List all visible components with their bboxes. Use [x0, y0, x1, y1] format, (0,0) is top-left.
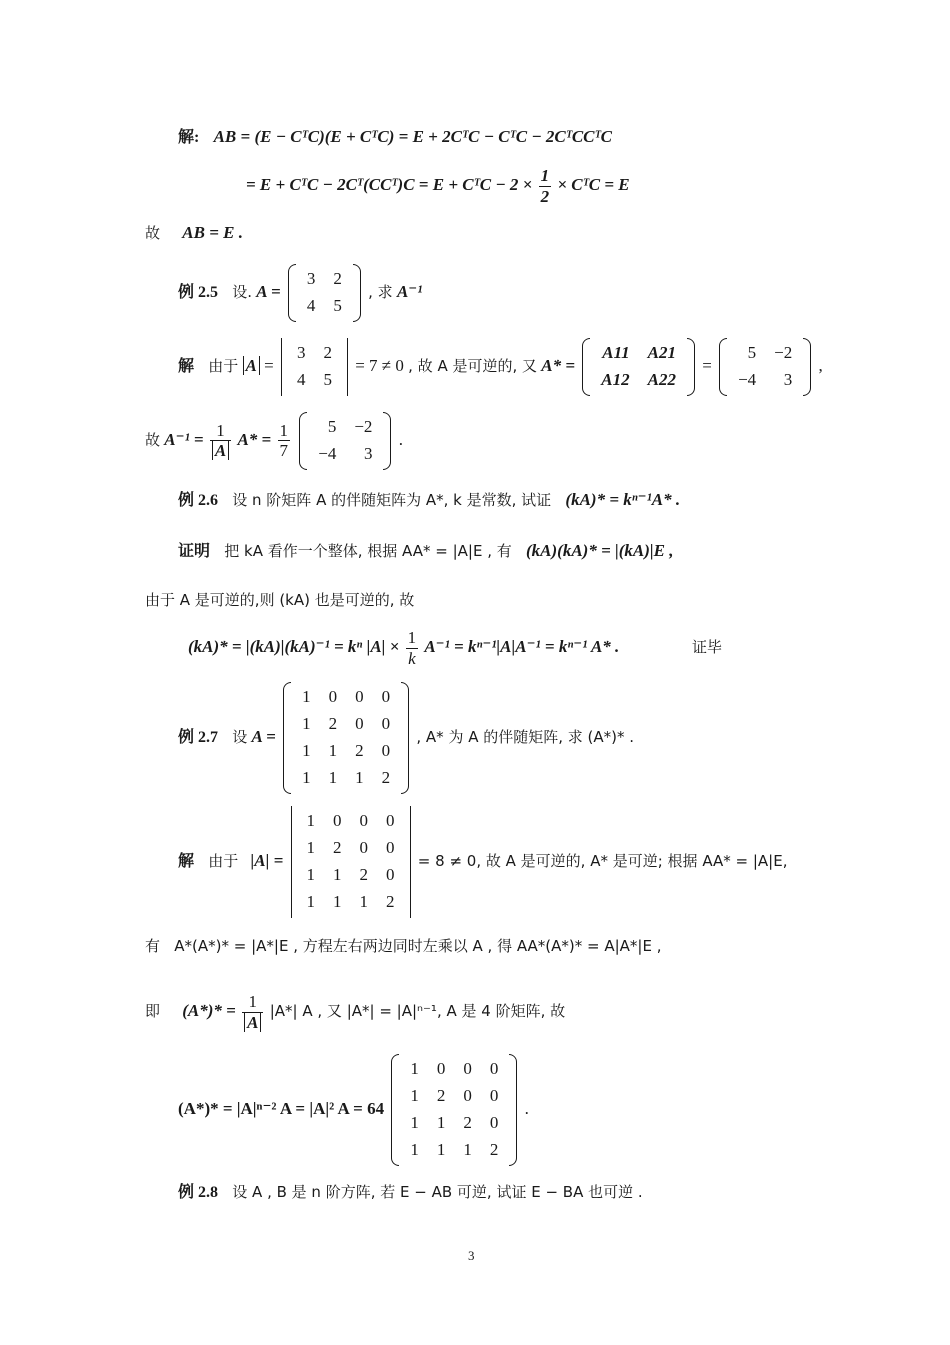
matrix-cell: 2: [333, 837, 342, 857]
solution-label: 解:: [178, 129, 200, 146]
proof-end-mark: 证毕: [692, 638, 723, 656]
matrix-cell: 1: [306, 811, 316, 830]
matrix-cell: 2: [359, 864, 369, 884]
solution-2-7-line-3: 即 (A*)* = $\frac{1}{A}$ |A*| A , 又 |A*| = |A|ⁿ⁻¹, A 是 4 阶矩阵, 故: [145, 992, 566, 1032]
example-2-6: 例 2.6 设 n 阶矩阵 A 的伴随矩阵为 A*, k 是常数, 试证 (kA)* = kⁿ⁻¹A* .: [178, 490, 681, 509]
matrix-row: [298, 293, 351, 320]
matrix-row: [288, 340, 341, 367]
example-2-7: 例 2.7 设 A = 1 0 0 0 1 2 0 0 1 1 2 0 1 1 1 2 , A* 为 A 的伴随矩阵, 求 (A*)* .: [178, 682, 634, 794]
matrix-row: [293, 684, 399, 711]
proof-2-6-line-2: 由于 A 是可逆的,则 (kA) 也是可逆的, 故: [145, 591, 415, 609]
solution-label: 解: [178, 357, 195, 375]
matrix-row: [298, 266, 351, 293]
matrix-cell: 1: [355, 767, 364, 787]
matrix-cell: 0: [463, 1059, 472, 1078]
matrix-row: [293, 711, 399, 738]
matrix-cell: A21: [647, 343, 676, 362]
matrix-cell: 1: [306, 837, 316, 857]
matrix-cell: 0: [489, 1085, 499, 1105]
matrix-cell: 1: [410, 1139, 419, 1159]
matrix-cell: 0: [355, 713, 364, 733]
adjugate-symbolic: [582, 338, 695, 396]
matrix-cell: 1: [463, 1139, 472, 1159]
matrix-cell: A12: [601, 369, 630, 389]
matrix-cell: 4: [306, 295, 316, 315]
equation: = E + CᵀC − 2Cᵀ(CCᵀ)C = E + CᵀC − 2 ×: [246, 174, 533, 194]
matrix-row: [293, 738, 399, 765]
matrix-cell: −4: [318, 443, 337, 463]
matrix-cell: −4: [738, 369, 757, 389]
matrix-row: [298, 835, 404, 862]
matrix-row: [592, 340, 685, 367]
equation: AB = (E − CᵀC)(E + CᵀC) = E + 2CᵀC − CᵀC − 2CᵀCCᵀC: [213, 127, 613, 146]
matrix-cell: 1: [302, 767, 311, 787]
matrix-row: [401, 1056, 507, 1083]
matrix-row: [298, 862, 404, 889]
matrix-cell: 1: [410, 1112, 419, 1132]
matrix-cell: 3: [783, 369, 793, 389]
matrix-cell: 1: [306, 864, 316, 884]
fraction: $\frac{1}{A}$: [242, 992, 263, 1032]
example-label: 例 2.7: [178, 728, 219, 746]
matrix-cell: 0: [333, 811, 342, 830]
matrix-cell: 0: [463, 1085, 472, 1105]
matrix-cell: 2: [489, 1139, 499, 1159]
matrix-cell: 4: [296, 369, 306, 389]
example-2-8: 例 2.8 设 A , B 是 n 阶方阵, 若 E − AB 可逆, 试证 E − BA 也可逆 .: [178, 1183, 643, 1201]
matrix-cell: 1: [410, 1059, 419, 1078]
matrix-cell: 5: [747, 343, 757, 362]
matrix-cell: 1: [359, 891, 369, 911]
proof-2-6: 证明 把 kA 看作一个整体, 根据 AA* = |A|E , 有 (kA)(kA)* = |(kA)|E ,: [178, 541, 674, 560]
solution-line-2: [246, 166, 630, 206]
matrix: [288, 264, 361, 322]
matrix-cell: 0: [381, 713, 391, 733]
fraction: $\frac{1}{k}$: [407, 628, 417, 668]
matrix: [283, 682, 409, 794]
matrix-cell: 3: [363, 443, 373, 463]
example-2-5: 例 2.5 设. A = 3 2 4 5 , 求 A⁻¹: [178, 264, 422, 322]
matrix-cell: 0: [386, 837, 395, 857]
determinant: [291, 806, 411, 918]
matrix-cell: A11: [602, 343, 630, 362]
matrix-cell: 0: [381, 687, 391, 706]
matrix-row: [298, 808, 404, 835]
fraction: $\frac{1}{7}$: [279, 420, 288, 461]
matrix-cell: 2: [355, 740, 364, 760]
matrix-cell: 0: [359, 811, 369, 830]
matrix-cell: 5: [323, 369, 332, 389]
example-label: 例 2.6: [178, 492, 219, 509]
matrix-cell: 2: [333, 269, 342, 288]
matrix-cell: 2: [436, 1085, 446, 1105]
matrix-cell: 0: [328, 687, 338, 706]
adjugate-values: [719, 338, 811, 396]
solution-2-7: 解 由于 |A| = 1 0 0 0 1 2 0 0 1 1 2 0 1 1 1 2 = 8 ≠ 0, 故 A 是可逆的, A* 是可逆; 根据 AA* = |A|E,: [178, 806, 787, 918]
solution-2-5: 解 由于 A = 3 2 4 5 = 7 ≠ 0 , 故 A 是可逆的, 又 A* = A11 A21 A12 A22 = 5 −2 −4 3 ,: [178, 338, 823, 396]
proof-2-6-line-3: (kA)* = |(kA)|(kA)⁻¹ = kⁿ |A| × $\frac{1}{k}$ A⁻¹ = kⁿ⁻¹|A|A⁻¹ = kⁿ⁻¹ A* .: [188, 628, 620, 668]
matrix-cell: 1: [436, 1139, 446, 1159]
solution-conclusion: 故 AB = E .: [145, 223, 243, 242]
page-number: 3: [468, 1248, 475, 1263]
proof-label: 证明: [178, 543, 211, 560]
determinant: [281, 338, 348, 396]
solution-2-7-line-2: 有 A*(A*)* = |A*|E , 方程左右两边同时左乘以 A , 得 AA*(A*)* = A|A*|E ,: [145, 937, 662, 955]
matrix-row: [401, 1083, 507, 1110]
matrix-cell: 0: [386, 864, 395, 884]
matrix-cell: 2: [381, 767, 391, 787]
matrix-row: [729, 367, 801, 394]
matrix-cell: 0: [489, 1112, 499, 1132]
matrix-cell: −2: [774, 343, 793, 362]
matrix-row: [401, 1137, 507, 1164]
example-label: 例 2.8: [178, 1184, 219, 1201]
fraction: $\frac{1}{2}$: [540, 166, 550, 206]
matrix-row: [309, 441, 381, 468]
matrix-cell: 0: [355, 687, 364, 706]
matrix-cell: 1: [302, 687, 311, 706]
matrix-cell: 3: [306, 269, 316, 288]
equation: × CᵀC = E: [557, 174, 630, 194]
matrix-row: [288, 367, 341, 394]
matrix-cell: 1: [328, 767, 338, 787]
matrix-cell: 5: [333, 295, 342, 315]
matrix-row: [729, 340, 801, 367]
solution-2-7-final: (A*)* = |A|ⁿ⁻² A = |A|² A = 64 1 0 0 0 1 2 0 0 1 1 2 0 1 1 1 2 .: [178, 1054, 529, 1166]
matrix-cell: 1: [410, 1085, 419, 1105]
matrix-cell: 2: [386, 891, 395, 911]
matrix-cell: −2: [354, 417, 373, 436]
solution-line-1: [178, 127, 612, 147]
matrix-cell: 1: [333, 891, 342, 911]
example-label: 例 2.5: [178, 283, 219, 301]
matrix-cell: 0: [489, 1059, 499, 1078]
matrix-row: [592, 367, 685, 394]
matrix-row: [309, 414, 381, 441]
matrix-cell: 0: [436, 1059, 446, 1078]
matrix: [391, 1054, 517, 1166]
matrix-row: [298, 889, 404, 916]
solution-2-5-inverse: 故 A⁻¹ = $\frac{1}{A}$ A* = $\frac{1}{7}$ 5 −2 −4 3 .: [145, 412, 403, 470]
fraction: $\frac{1}{A}$: [210, 421, 231, 461]
matrix-cell: 0: [386, 811, 395, 830]
matrix-cell: 2: [328, 713, 338, 733]
matrix-cell: 1: [306, 891, 316, 911]
matrix-cell: 2: [323, 343, 332, 362]
solution-label: 解: [178, 852, 195, 870]
matrix-cell: 1: [333, 864, 342, 884]
matrix-cell: A22: [647, 369, 676, 389]
matrix-row: [401, 1110, 507, 1137]
matrix-cell: 1: [302, 713, 311, 733]
matrix-cell: 0: [359, 837, 369, 857]
matrix: [299, 412, 391, 470]
matrix-cell: 0: [381, 740, 391, 760]
matrix-cell: 1: [302, 740, 311, 760]
matrix-cell: 1: [328, 740, 338, 760]
matrix-cell: 5: [327, 417, 337, 436]
matrix-cell: 3: [296, 343, 306, 362]
matrix-row: [293, 765, 399, 792]
matrix-cell: 1: [436, 1112, 446, 1132]
matrix-cell: 2: [463, 1112, 472, 1132]
